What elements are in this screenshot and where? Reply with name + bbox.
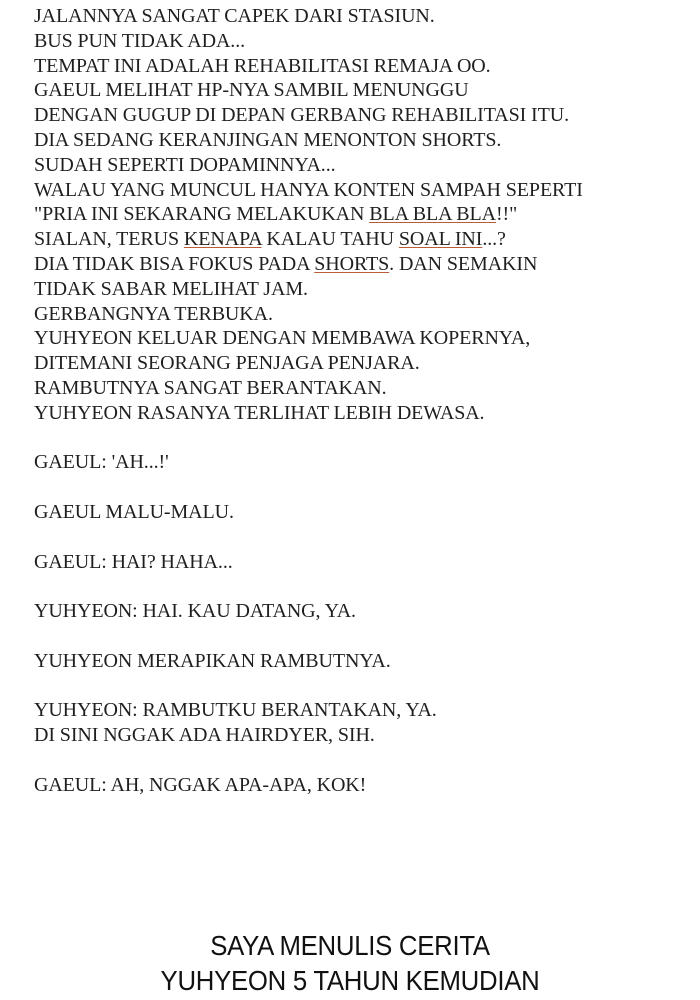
paragraph-gap (34, 426, 674, 451)
dialogue-line: YUHYEON: HAI. KAU DATANG, YA. (34, 600, 356, 623)
story-line: JALANNYA SANGAT CAPEK DARI STASIUN. (34, 5, 435, 27)
paragraph-gap (34, 624, 674, 649)
paragraph-gap (34, 574, 674, 599)
story-line: DITEMANI SEORANG PENJAGA PENJARA. (34, 352, 420, 375)
story-line: RAMBUTNYA SANGAT BERANTAKAN. (34, 376, 387, 399)
story-line (34, 252, 674, 277)
text-segment: . DAN SEMAKIN (389, 252, 538, 275)
story-line (34, 202, 674, 227)
story-line: YUHYEON RASANYA TERLIHAT LEBIH DEWASA. (34, 401, 485, 424)
story-line: YUHYEON KELUAR DENGAN MEMBAWA KOPERNYA, (34, 327, 531, 350)
dialogue-line: YUHYEON: RAMBUTKU BERANTAKAN, YA. (34, 699, 437, 722)
text-segment: !!" (495, 203, 518, 226)
caption-line-1: SAYA MENULIS CERITA (210, 930, 490, 961)
paragraph-gap (34, 525, 674, 550)
paragraph-gap (34, 674, 674, 699)
story-line: TIDAK SABAR MELIHAT JAM. (34, 277, 308, 300)
text-segment: ...? (482, 228, 506, 251)
caption-line-2: YUHYEON 5 TAHUN KEMUDIAN (160, 965, 540, 996)
story-text (34, 4, 674, 798)
paragraph-gap (34, 475, 674, 500)
story-line: WALAU YANG MUNCUL HANYA KONTEN SAMPAH SEPERTI (34, 178, 583, 201)
underlined-word: KENAPA (183, 228, 262, 251)
dialogue-line: YUHYEON MERAPIKAN RAMBUTNYA. (34, 649, 391, 672)
dialogue-line: GAEUL: 'AH...!' (34, 451, 169, 474)
dialogue-line: GAEUL: AH, NGGAK APA-APA, KOK! (34, 773, 367, 796)
dialogue-line: GAEUL MALU-MALU. (34, 500, 234, 523)
story-line (34, 227, 674, 252)
story-line: DENGAN GUGUP DI DEPAN GERBANG REHABILITASI ITU. (34, 104, 569, 127)
text-segment: KALAU TAHU (261, 228, 399, 251)
underlined-word: SHORTS (314, 252, 390, 275)
story-line: GAEUL MELIHAT HP-NYA SAMBIL MENUNGGU (34, 79, 469, 102)
underlined-phrase: BLA BLA BLA (369, 203, 496, 226)
underlined-phrase: SOAL INI (398, 228, 483, 251)
caption (28, 928, 672, 998)
paragraph-gap (34, 748, 674, 773)
dialogue-line: GAEUL: HAI? HAHA... (34, 550, 233, 573)
story-line: TEMPAT INI ADALAH REHABILITASI REMAJA OO. (34, 54, 491, 77)
story-line: SUDAH SEPERTI DOPAMINNYA... (34, 153, 336, 176)
text-segment: SIALAN, TERUS (34, 228, 184, 251)
story-line: GERBANGNYA TERBUKA. (34, 302, 273, 325)
text-segment: DIA TIDAK BISA FOKUS PADA (34, 252, 315, 275)
story-line: BUS PUN TIDAK ADA... (34, 29, 245, 52)
dialogue-line: DI SINI NGGAK ADA HAIRDYER, SIH. (34, 724, 375, 747)
text-segment: "PRIA INI SEKARANG MELAKUKAN (34, 203, 370, 226)
story-line: DIA SEDANG KERANJINGAN MENONTON SHORTS. (34, 128, 502, 151)
